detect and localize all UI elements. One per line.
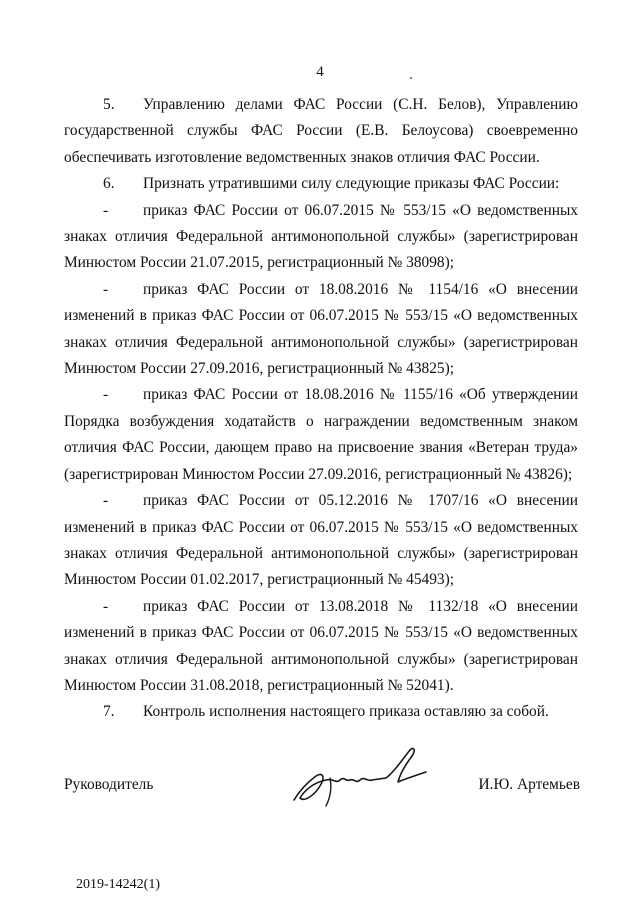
paragraph-marker: 5. [103,96,115,113]
list-item-text: приказ ФАС России от 05.12.2016 № 1707/16 «О внесении изменений в приказ ФАС России от 06.07.2015 № 553/15 «О ведомственных знаках отличия Федеральной антимонопольной службы» (зарегистрирован Минюстом России 01.02.2017, регистрационный № 45493); [64,492,578,589]
signature-block [64,770,580,810]
paragraph-5 [64,92,578,171]
list-item-text: приказ ФАС России от 06.07.2015 № 553/15 «О ведомственных знаках отличия Федеральной антимонопольной службы» (зарегистрирован Минюстом России 21.07.2015, регистрационный № 38098); [64,201,578,272]
list-item-text: приказ ФАС России от 18.08.2016 № 1154/16 «О внесении изменений в приказ ФАС России от 06.07.2015 № 553/15 «О ведомственных знаках отличия Федеральной антимонопольной службы» (зарегистрирован Минюстом России 27.09.2016, регистрационный № 43825); [64,280,578,378]
list-dash: - [103,597,109,615]
paragraph-7 [64,699,578,725]
paragraph-marker: 7. [103,703,115,721]
list-dash: - [103,386,109,404]
paragraph-text: Управлению делами ФАС России (С.Н. Белов), Управлению государственной службы ФАС России (Е.В. Белоусова) своевременно обеспечивать изготовление ведомственных знаков отличия ФАС России. [64,96,578,166]
page-number: 4 [316,64,324,80]
paragraph-text: Признать утратившими силу следующие приказы ФАС России: [143,175,560,193]
paragraph-text: Контроль исполнения настоящего приказа оставляю за собой. [143,703,549,721]
signatory-name: И.Ю. Артемьев [478,776,580,793]
paragraph-marker: 6. [103,175,115,193]
list-item-order-1707 [64,488,578,594]
list-item-order-1154 [64,277,578,383]
list-item-order-553 [64,198,578,277]
list-dash: - [103,280,109,298]
list-dash: - [103,201,109,219]
list-item-order-1132 [64,594,578,700]
document-body [64,92,578,726]
document-code: 2019-14242(1) [76,877,160,892]
list-item-text: приказ ФАС России от 13.08.2018 № 1132/18 «О внесении изменений в приказ ФАС России от 06.07.2015 № 553/15 «О ведомственных знаках отличия Федеральной антимонопольной службы» (зарегистрирован Минюстом России 31.08.2018, регистрационный № 52041). [64,597,578,694]
list-item-order-1155 [64,382,578,488]
scan-speck [410,77,412,79]
handwritten-signature [286,742,446,812]
signatory-title: Руководитель [64,776,154,793]
paragraph-6 [64,171,578,197]
list-dash: - [103,492,109,510]
list-item-text: приказ ФАС России от 18.08.2016 № 1155/16 «Об утверждении Порядка возбуждения ходатайств о награждении ведомственным знаком отличия ФАС России, дающем право на присвоение звания «Ветеран труда» (зарегистрирован Минюстом России 27.09.2016, регистрационный № 43826); [64,386,578,483]
